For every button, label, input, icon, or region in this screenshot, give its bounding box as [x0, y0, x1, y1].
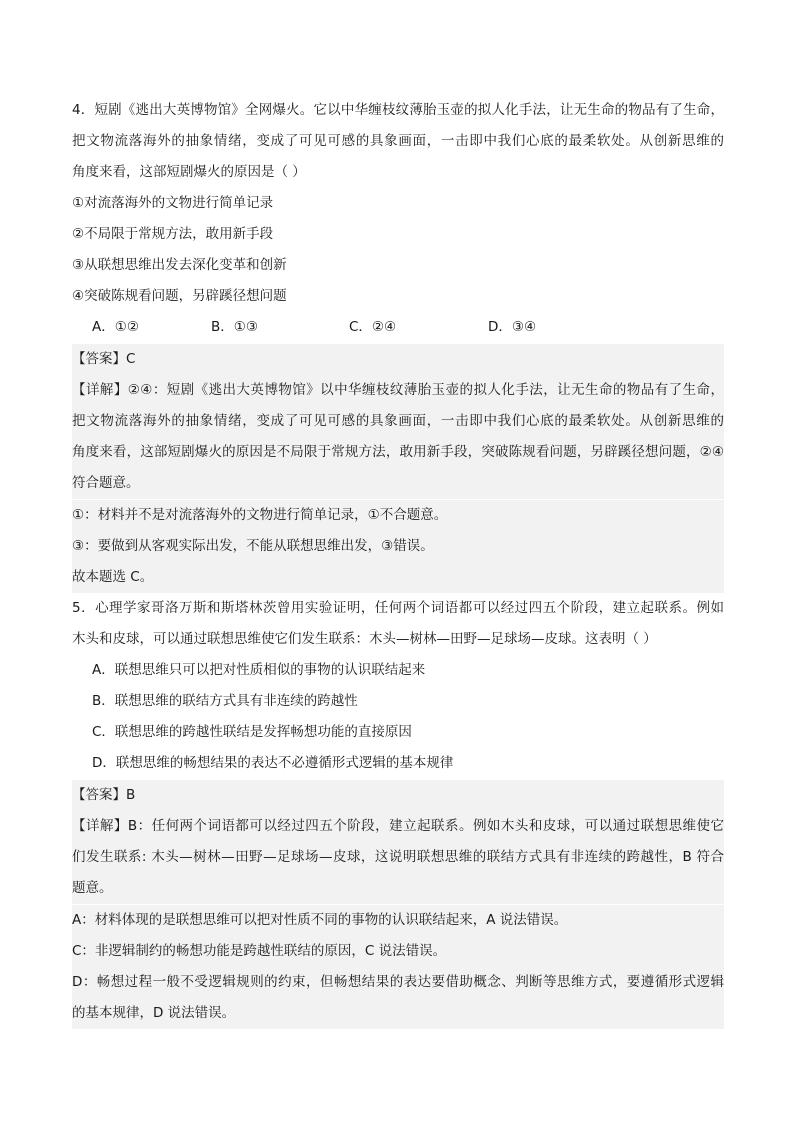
q4-statement-3: ③从联想思维出发去深化变革和创新 — [72, 257, 287, 273]
q5-explanation-line-6: D：畅想过程一般不受逻辑规则的约束，但畅想结果的表达要借助概念、判断等思维方式，要遵循形式逻辑 — [72, 967, 724, 998]
q5-explanation-line-1: 【详解】B：任何两个词语都可以经过四五个阶段，建立起联系。例如木头和皮球，可以通过联想思维使它 — [72, 811, 724, 842]
q4-option-d: D．③④ — [488, 319, 537, 335]
q5-explanation-line-2: 们发生联系: 木头—树林—田野—足球场—皮球，这说明联想思维的联结方式具有非连续的跨越性，B 符合 — [72, 842, 724, 873]
q4-explanation-line-5: ①：材料并不是对流落海外的文物进行简单记录，①不合题意。 — [72, 500, 724, 531]
q5-option-d: D．联想思维的畅想结果的表达不必遵循形式逻辑的基本规律 — [92, 755, 454, 771]
q4-option-c: C．②④ — [349, 319, 397, 335]
q4-explanation-line-3: 角度来看，这部短剧爆火的原因是不局限于常规方法，敢用新手段，突破陈规看问题，另辟蹊径想问题，②④ — [72, 437, 724, 468]
q4-statement-1: ①对流落海外的文物进行简单记录 — [72, 195, 274, 211]
q4-explanation-line-2: 把文物流落海外的抽象情绪，变成了可见可感的具象画面，一击即中我们心底的最柔软处。从创新思维的 — [72, 406, 724, 437]
q4-options — [72, 312, 724, 343]
q4-explanation-line-6: ③：要做到从客观实际出发，不能从联想思维出发，③错误。 — [72, 531, 724, 562]
q4-answer: 【答案】C — [72, 344, 724, 375]
q4-explanation-line-1: 【详解】②④：短剧《逃出大英博物馆》以中华缠枝纹薄胎玉壶的拟人化手法，让无生命的物品有了生命， — [72, 375, 724, 406]
q5-explanation-line-7: 的基本规律，D 说法错误。 — [72, 998, 724, 1029]
q4-explanation-line-4: 符合题意。 — [72, 468, 724, 499]
q5-stem-line-2: 木头和皮球，可以通过联想思维使它们发生联系：木头—树林—田野—足球场—皮球。这表明（ ） — [72, 631, 657, 647]
q4-stem-line-1: 4．短剧《逃出大英博物馆》全网爆火。它以中华缠枝纹薄胎玉壶的拟人化手法，让无生命的物品有了生命， — [72, 102, 724, 118]
q5-option-a: A．联想思维只可以把对性质相似的事物的认识联结起来 — [92, 662, 426, 678]
q5-answer: 【答案】B — [72, 780, 724, 811]
q4-statement-2: ②不局限于常规方法，敢用新手段 — [72, 226, 274, 242]
q4-option-a: A．①② — [92, 319, 139, 335]
q4-statement-4: ④突破陈规看问题，另辟蹊径想问题 — [72, 288, 287, 304]
q5-stem-line-1: 5．心理学家哥洛万斯和斯塔林茨曾用实验证明，任何两个词语都可以经过四五个阶段，建立起联系。例如 — [72, 600, 724, 616]
q4-explanation-line-7: 故本题选 C。 — [72, 562, 724, 593]
q5-option-c: C．联想思维的跨越性联结是发挥畅想功能的直接原因 — [92, 724, 412, 740]
q5-explanation-line-5: C：非逻辑制约的畅想功能是跨越性联结的原因，C 说法错误。 — [72, 936, 724, 967]
q4-stem-line-3: 角度来看，这部短剧爆火的原因是（ ） — [72, 164, 306, 180]
q5-explanation-line-4: A：材料体现的是联想思维可以把对性质不同的事物的认识联结起来，A 说法错误。 — [72, 905, 724, 936]
q5-option-b: B．联想思维的联结方式具有非连续的跨越性 — [92, 693, 358, 709]
q5-explanation-line-3: 题意。 — [72, 873, 724, 904]
q4-stem-line-2: 把文物流落海外的抽象情绪，变成了可见可感的具象画面，一击即中我们心底的最柔软处。从创新思维的 — [72, 133, 724, 149]
q4-option-b: B．①③ — [211, 319, 258, 335]
